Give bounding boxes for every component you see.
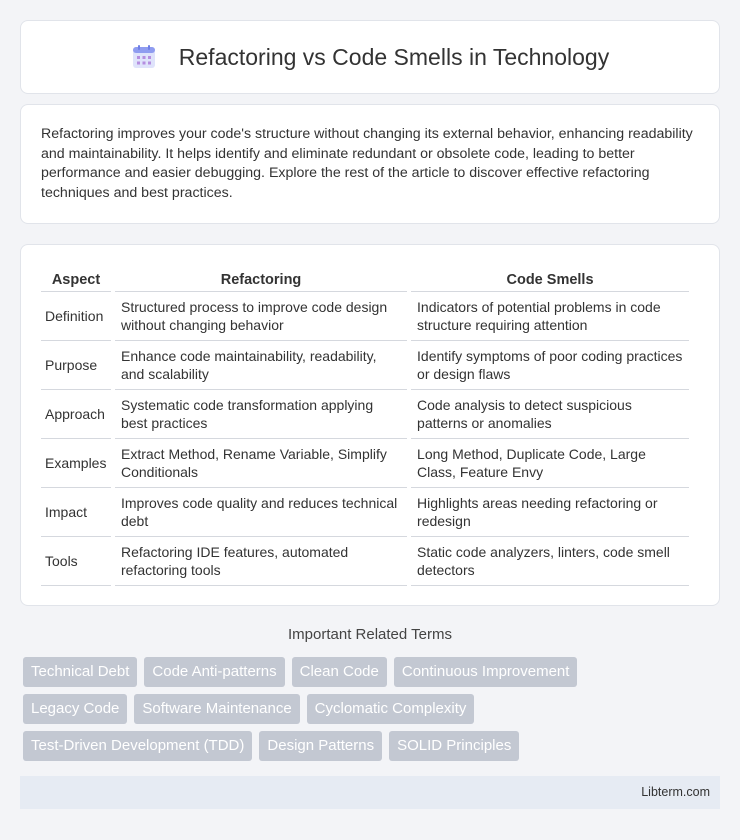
table-header-row bbox=[41, 265, 689, 292]
table-row bbox=[41, 537, 689, 586]
code-smells-cell: Highlights areas needing refactoring or redesign bbox=[411, 488, 689, 537]
calendar-grid-icon bbox=[131, 44, 157, 70]
aspect-cell: Impact bbox=[41, 488, 111, 537]
table-row bbox=[41, 390, 689, 439]
header-refactoring: Refactoring bbox=[115, 265, 407, 292]
tag-row bbox=[23, 731, 723, 761]
header-code-smells: Code Smells bbox=[411, 265, 689, 292]
footer bbox=[20, 776, 720, 809]
table-row bbox=[41, 292, 689, 341]
tag-row bbox=[23, 694, 723, 724]
intro-text: Refactoring improves your code's structure without changing its external behavior, enhancing readability and maintainability. It helps identify and eliminate redundant or obsolete code, leading to better performance and easier debugging. Explore the rest of the article to discover effective refactoring techniques and best practices. bbox=[41, 126, 693, 201]
aspect-cell: Approach bbox=[41, 390, 111, 439]
page-title: Refactoring vs Code Smells in Technology bbox=[178, 43, 610, 70]
tag-row bbox=[23, 657, 723, 687]
aspect-cell: Definition bbox=[41, 292, 111, 341]
aspect-cell: Tools bbox=[41, 537, 111, 586]
code-smells-cell: Code analysis to detect suspicious patterns or anomalies bbox=[411, 390, 689, 439]
intro-card bbox=[20, 104, 720, 224]
refactoring-cell: Systematic code transformation applying best practices bbox=[115, 390, 407, 439]
refactoring-cell: Extract Method, Rename Variable, Simplify Conditionals bbox=[115, 439, 407, 488]
tag-solid-principles[interactable]: SOLID Principles bbox=[389, 731, 519, 761]
tag-clean-code[interactable]: Clean Code bbox=[292, 657, 387, 687]
tag-legacy-code[interactable]: Legacy Code bbox=[23, 694, 127, 724]
refactoring-cell: Improves code quality and reduces technical debt bbox=[115, 488, 407, 537]
aspect-cell: Examples bbox=[41, 439, 111, 488]
code-smells-cell: Long Method, Duplicate Code, Large Class, Feature Envy bbox=[411, 439, 689, 488]
header-aspect: Aspect bbox=[41, 265, 111, 292]
refactoring-cell: Structured process to improve code design without changing behavior bbox=[115, 292, 407, 341]
table-row bbox=[41, 341, 689, 390]
tag-test-driven-development[interactable]: Test-Driven Development (TDD) bbox=[23, 731, 252, 761]
refactoring-cell: Enhance code maintainability, readability, and scalability bbox=[115, 341, 407, 390]
code-smells-cell: Identify symptoms of poor coding practices or design flaws bbox=[411, 341, 689, 390]
tag-continuous-improvement[interactable]: Continuous Improvement bbox=[394, 657, 578, 687]
tag-cyclomatic-complexity[interactable]: Cyclomatic Complexity bbox=[307, 694, 475, 724]
code-smells-cell: Static code analyzers, linters, code smell detectors bbox=[411, 537, 689, 586]
code-smells-cell: Indicators of potential problems in code structure requiring attention bbox=[411, 292, 689, 341]
related-terms-title: Important Related Terms bbox=[288, 626, 452, 643]
comparison-table-card bbox=[20, 244, 720, 606]
comparison-table bbox=[37, 265, 693, 586]
tag-software-maintenance[interactable]: Software Maintenance bbox=[134, 694, 299, 724]
footer-site-link[interactable]: Libterm.com bbox=[641, 785, 710, 799]
refactoring-cell: Refactoring IDE features, automated refactoring tools bbox=[115, 537, 407, 586]
tag-code-anti-patterns[interactable]: Code Anti-patterns bbox=[144, 657, 284, 687]
table-row bbox=[41, 439, 689, 488]
tag-technical-debt[interactable]: Technical Debt bbox=[23, 657, 137, 687]
header-card bbox=[20, 20, 720, 94]
related-terms-list bbox=[23, 657, 723, 768]
table-row bbox=[41, 488, 689, 537]
aspect-cell: Purpose bbox=[41, 341, 111, 390]
tag-design-patterns[interactable]: Design Patterns bbox=[259, 731, 382, 761]
